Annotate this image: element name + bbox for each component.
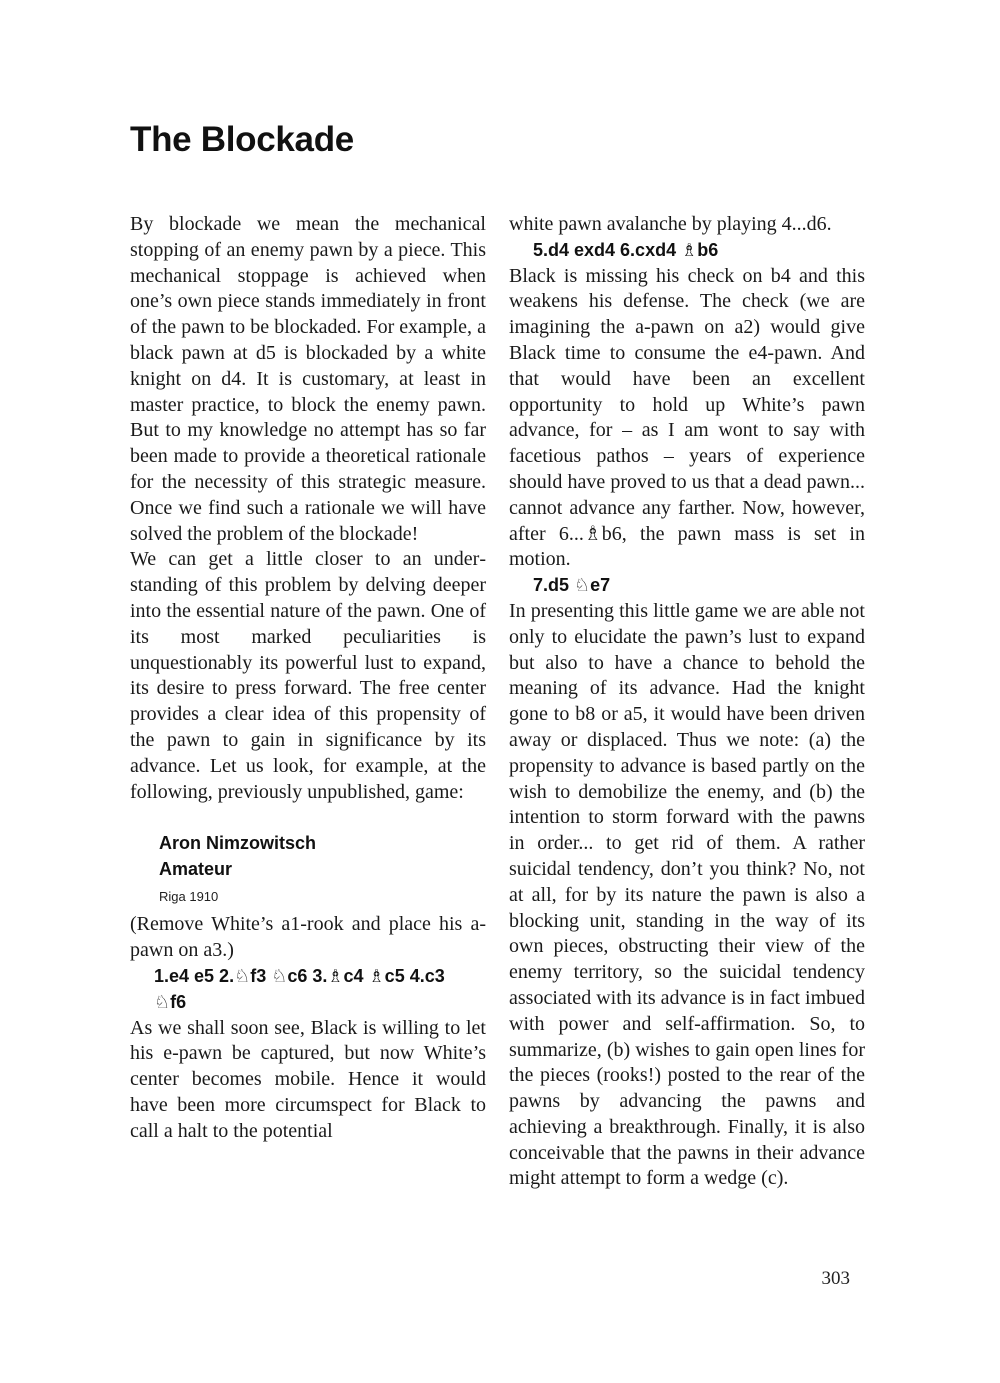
page-number: 303: [821, 1268, 850, 1289]
move-line-opening: 1.e4 e5 2.♘f3 ♘c6 3.♗c4 ♗c5 4.c3 ♘f6: [154, 965, 445, 1012]
game-header: [130, 830, 486, 912]
move-line-exchange: 5.d4 exd4 6.cxd4 ♗b6: [533, 239, 719, 260]
paragraph-blockade-definition: By blockade we mean the mechanical stopping of an enemy pawn by a piece. This mechanical stoppage is achieved when one’s own piece stands immediately in front of the pawn to be blockaded. For example, a black pawn at d5 is blockaded by a white knight on d4. It is customary, at least in master practice, to block the enemy pawn. But to my knowledge no attempt has so far been made to provide a theoretical rationale for the necessity of this strategic measure. Once we find such a rationale we will have solved the problem of the blockade!: [130, 213, 486, 545]
right-column: [509, 212, 865, 1192]
left-column: [130, 212, 486, 1145]
paragraph-handicap-note: (Remove White’s a1-rook and place his a-pawn on a3.): [130, 913, 486, 962]
paragraph-avalanche-continued: white pawn avalanche by playing 4...d6.: [509, 213, 832, 235]
white-player-name: Aron Nimzowitsch: [159, 833, 317, 854]
paragraph-pawn-nature: We can get a little closer to an understanding of this problem by delving deeper into the essential nature of the pawn. One of its most marked peculiarities is unquestionably its powerful lust to expand, its desire to press forward. The free center provides a clear idea of this propensity of the pawn to gain in significance by its advance. Let us look, for example, at the following, previously unpublished, game:: [130, 548, 486, 803]
chapter-title: The Blockade: [130, 120, 354, 159]
move-line-advance: 7.d5 ♘e7: [533, 575, 611, 596]
paragraph-center-mobile: As we shall soon see, Black is willing to let his e-pawn be captured, but now White’s center becomes mobile. Hence it would have been more circumspect for Black to call a halt to the potential: [130, 1016, 486, 1142]
black-player-name: Amateur: [159, 859, 233, 880]
game-venue: Riga 1910: [159, 889, 219, 905]
paragraph-missing-check: Black is missing his check on b4 and this weakens his defense. The check (we are imagining the a-pawn on a2) would give Black time to consume the e4-pawn. And that would have been an excellent opportunity to hold up White’s pawn advance, for – as I am wont to say with facetious pathos – years of experience should have proved to us that a dead pawn... cannot advance any farther. Now, however, after 6...♗b6, the pawn mass is set in motion.: [509, 264, 865, 571]
paragraph-pawn-lust: In presenting this little game we are able not only to elucidate the pawn’s lust to expand but also to have a chance to behold the meaning of its advance. Had the knight gone to b8 or a5, it would have been driven away or displaced. Thus we note: (a) the propensity to advance is based partly on the wish to demobilize the enemy, and (b) the intention to storm forward with the pawns in order... to get rid of them. A rather suicidal tendency, don’t you think? No, not at all, for by its nature the pawn is also a blocking unit, standing in the way of its own pieces, obstructing their view of the enemy territory, so the suicidal tendency associated with its advance is in fact imbued with power and self-affirmation. So, to summarize, (b) wishes to gain open lines for the pieces (rooks!) posted to the rear of the pawns by advancing the pawns and achieving a breakthrough. Finally, it is also conceivable that the pawns in their advance might attempt to form a wedge (c).: [509, 599, 866, 1190]
